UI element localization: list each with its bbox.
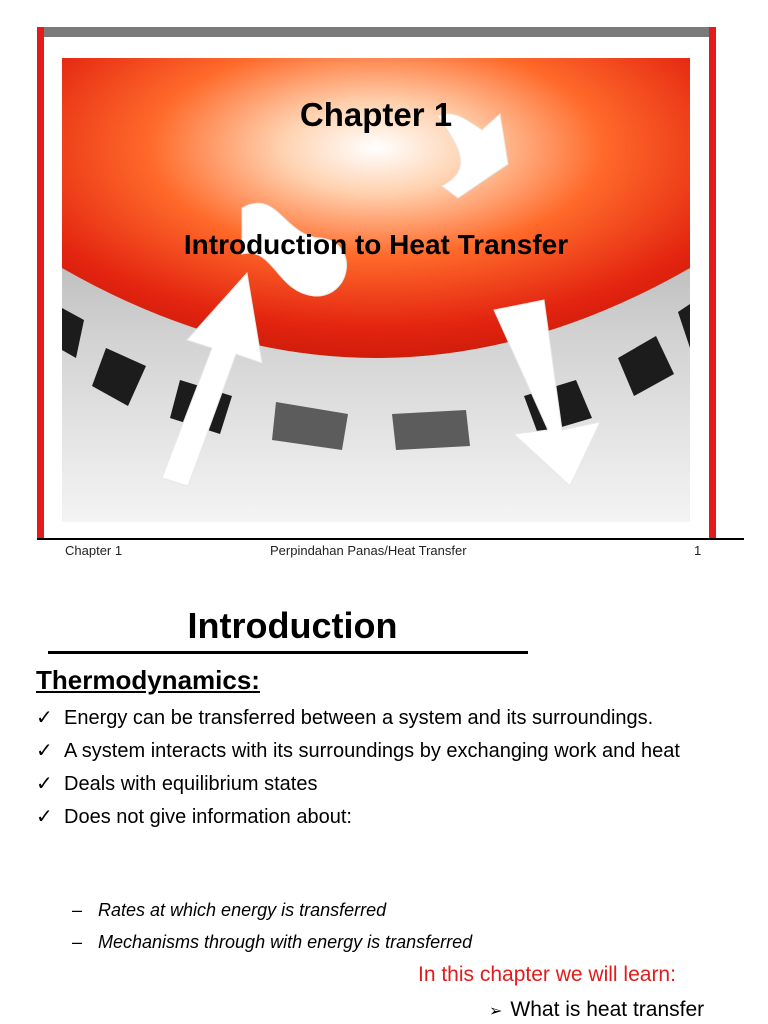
sub-list-item-text: Mechanisms through with energy is transferred xyxy=(98,932,473,952)
list-item-text: Energy can be transferred between a system and its surroundings. xyxy=(64,707,654,729)
list-item-text: A system interacts with its surroundings by exchanging work and heat xyxy=(64,740,680,762)
check-icon: ✓ xyxy=(36,707,53,729)
footer-chapter: Chapter 1 xyxy=(65,543,123,558)
dash-icon: – xyxy=(72,900,83,920)
heading-underline xyxy=(48,651,528,654)
check-icon: ✓ xyxy=(36,806,53,828)
sub-list-item-text: Rates at which energy is transferred xyxy=(98,900,387,920)
section-heading: Introduction xyxy=(187,605,398,646)
list-item xyxy=(36,771,736,798)
footer-page-number: 1 xyxy=(694,543,702,558)
list-item xyxy=(36,738,736,765)
list-item-text: Deals with equilibrium states xyxy=(64,773,318,795)
learn-item xyxy=(489,998,704,1022)
slide-top-border xyxy=(37,27,716,37)
footer-divider xyxy=(37,538,744,540)
bullet-list xyxy=(36,705,736,837)
sub-list-item xyxy=(72,898,712,922)
footer-course: Perpindahan Panas/Heat Transfer xyxy=(270,543,467,558)
sub-list-item xyxy=(72,930,712,954)
dash-icon: – xyxy=(72,932,83,952)
slide-right-border xyxy=(709,27,716,539)
list-item xyxy=(36,804,736,831)
slide-left-border xyxy=(37,27,44,539)
learn-item-text: What is heat transfer xyxy=(510,998,705,1021)
sub-bullet-list xyxy=(72,898,712,962)
check-icon: ✓ xyxy=(36,740,53,762)
list-item-text: Does not give information about: xyxy=(64,806,352,828)
check-icon: ✓ xyxy=(36,773,53,795)
learn-heading: In this chapter we will learn: xyxy=(418,963,676,986)
slide-title: Chapter 1 xyxy=(299,96,453,133)
list-item xyxy=(36,705,736,732)
subsection-title: Thermodynamics: xyxy=(36,665,260,695)
arrow-bullet-icon: ➢ xyxy=(489,1003,503,1020)
slide-subtitle: Introduction to Heat Transfer xyxy=(183,229,569,260)
